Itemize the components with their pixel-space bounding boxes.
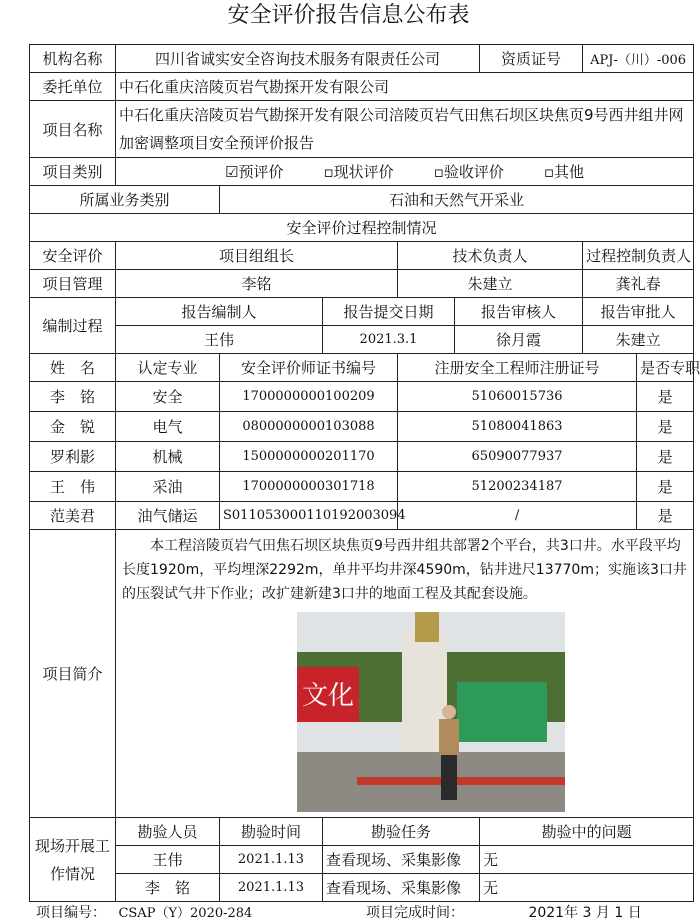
staff-cert: 1700000000301718 [220,472,398,502]
site-person: 王伟 [116,846,220,874]
mgmt-value-tech: 朱建立 [398,270,583,298]
site-issue: 无 [480,874,694,902]
staff-name: 李 铭 [30,382,116,412]
staff-cert: S011053000110192003094 [220,502,398,530]
compile-header-date: 报告提交日期 [323,298,455,326]
table-row [30,412,694,442]
category-label: 项目类别 [30,158,116,186]
staff-name: 金 锐 [30,412,116,442]
photo-person-legs [441,755,457,800]
compile-header-approver: 报告审批人 [583,298,694,326]
staff-header-reg: 注册安全工程师注册证号 [398,354,637,382]
mgmt-header-leader: 项目组组长 [116,242,398,270]
cert-label: 资质证号 [480,45,583,73]
option-acceptance-eval: ▫验收评价 [433,163,504,181]
site-header-people: 勘验人员 [116,818,220,846]
table-row [30,874,694,902]
table-row [30,442,694,472]
mgmt-value-control: 龚礼春 [583,270,694,298]
compile-header-author: 报告编制人 [116,298,323,326]
site-issue: 无 [480,846,694,874]
staff-cert: 1700000000100209 [220,382,398,412]
site-label: 现场开展工作情况 [30,818,116,902]
mgmt-value-leader: 李铭 [116,270,398,298]
page-title: 安全评价报告信息公布表 [227,3,470,28]
site-header-time: 勘验时间 [220,818,323,846]
info-table [29,44,700,902]
staff-major: 油气储运 [116,502,220,530]
staff-reg: / [398,502,637,530]
staff-major: 安全 [116,382,220,412]
category-options [116,158,694,186]
org-label: 机构名称 [30,45,116,73]
intro-text: 本工程涪陵页岩气田焦石坝区块焦页9号西井组共部署2个平台，共3口井。水平段平均长度1920m，平均埋深2292m，单井平均井深4590m，钻井进尺13770m；实施该3口井的压裂试气井下作业；改扩建新建3口井的地面工程及其配套设施。 [122,538,687,602]
staff-reg: 51200234187 [398,472,637,502]
intro-cell [116,530,694,818]
footer-completion-date [366,903,642,923]
process-header: 安全评价过程控制情况 [30,214,694,242]
staff-major: 电气 [116,412,220,442]
compile-reviewer: 徐月霞 [455,326,583,354]
footer-number-label: 项目编号： [36,905,106,921]
client-value: 中石化重庆涪陵页岩气勘探开发有限公司 [116,73,694,101]
project-label: 项目名称 [30,101,116,158]
staff-fulltime: 是 [637,442,694,472]
site-person: 李 铭 [116,874,220,902]
table-row [30,382,694,412]
mgmt-header-tech: 技术负责人 [398,242,583,270]
photo-banner-text: 文化 [301,681,355,711]
staff-fulltime: 是 [637,502,694,530]
staff-name: 范美君 [30,502,116,530]
staff-cert: 0800000000103088 [220,412,398,442]
compile-author: 王伟 [116,326,323,354]
business-label: 所属业务类别 [30,186,220,214]
option-other: ▫其他 [543,163,585,181]
option-pre-eval: ☑预评价 [225,163,284,181]
staff-header-cert: 安全评价师证书编号 [220,354,398,382]
staff-fulltime: 是 [637,382,694,412]
site-header-issues: 勘验中的问题 [480,818,694,846]
staff-reg: 65090077937 [398,442,637,472]
photo-person-body [439,719,459,755]
staff-name: 王 伟 [30,472,116,502]
staff-major: 采油 [116,472,220,502]
staff-reg: 51080041863 [398,412,637,442]
client-label: 委托单位 [30,73,116,101]
site-task: 查看现场、采集影像 [323,846,480,874]
compile-label: 编制过程 [30,298,116,354]
project-value: 中石化重庆涪陵页岩气勘探开发有限公司涪陵页岩气田焦石坝区块焦页9号西井组井网加密调整项目安全预评价报告 [116,101,694,158]
compile-date: 2021.3.1 [323,326,455,354]
management-label-2: 项目管理 [30,270,116,298]
cert-value: APJ-（川）-006 [583,45,694,73]
staff-header-fulltime: 是否专职 [637,354,694,382]
org-value: 四川省诚实安全咨询技术服务有限责任公司 [116,45,480,73]
business-value: 石油和天然气开采业 [220,186,694,214]
staff-fulltime: 是 [637,472,694,502]
photo-rig-top [415,612,439,642]
photo-pipe [357,777,565,785]
site-date: 2021.1.13 [220,874,323,902]
staff-major: 机械 [116,442,220,472]
intro-label: 项目简介 [30,530,116,818]
photo-person-head [442,705,456,719]
site-photo [297,612,565,812]
site-header-task: 勘验任务 [323,818,480,846]
table-row [30,846,694,874]
management-label-1: 安全评价 [30,242,116,270]
compile-approver: 朱建立 [583,326,694,354]
option-current-eval: ▫现状评价 [323,163,394,181]
staff-header-name: 姓 名 [30,354,116,382]
compile-header-reviewer: 报告审核人 [455,298,583,326]
staff-fulltime: 是 [637,412,694,442]
staff-cert: 1500000000201170 [220,442,398,472]
site-date: 2021.1.13 [220,846,323,874]
staff-name: 罗利影 [30,442,116,472]
photo-tank [457,682,547,742]
staff-reg: 51060015736 [398,382,637,412]
footer-date-value: 2021年 3 月 1 日 [528,905,642,921]
staff-header-major: 认定专业 [116,354,220,382]
footer-date-label: 项目完成时间： [366,905,464,921]
mgmt-header-control: 过程控制负责人 [583,242,694,270]
footer-number-value: CSAP（Y）2020-284 [118,906,253,921]
table-row [30,472,694,502]
site-task: 查看现场、采集影像 [323,874,480,902]
table-row [30,502,694,530]
footer-project-number [36,903,252,924]
